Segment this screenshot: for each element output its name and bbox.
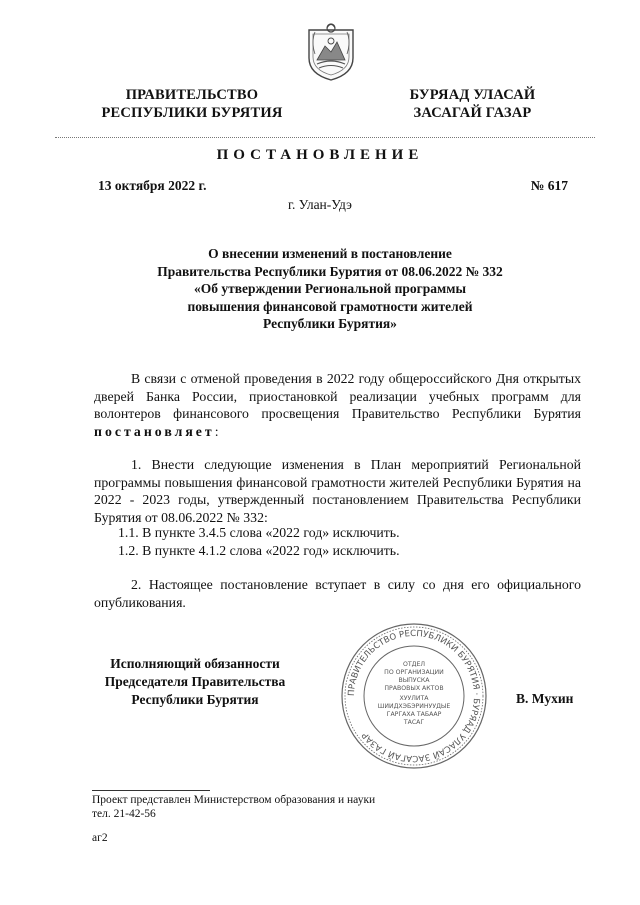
preamble-text: В связи с отменой проведения в 2022 году общероссийского Дня открытых дверей Банка России, приостановкой реализации учебных программ для волонтеров финансового просвещения Правительство Республики Бурятия (94, 371, 581, 421)
header-right-line1: БУРЯАД УЛАСАЙ (409, 87, 536, 103)
signatory-title-line: Республики Бурятия (131, 692, 259, 707)
official-seal-stamp (340, 622, 488, 770)
seal-inner-line: ПО ОРГАНИЗАЦИИ (384, 669, 444, 676)
seal-inner-line: ГАРГАХА ТАБААР (386, 711, 442, 718)
seal-inner-line: ШИИДХЭБЭРИНУУДЫЕ (377, 703, 451, 710)
government-name-russian (92, 86, 292, 122)
signatory-title-line: Исполняющий обязанности (110, 656, 280, 671)
footer-submitter: Проект представлен Министерством образования и науки (92, 794, 376, 806)
footer-phone: тел. 21-42-56 (92, 808, 156, 820)
preamble-paragraph (94, 370, 581, 440)
document-date: 13 октября 2022 г. (98, 178, 207, 193)
footer-code: аг2 (92, 832, 108, 844)
document-type-title: ПОСТАНОВЛЕНИЕ (216, 147, 424, 163)
seal-inner-line: ТАСАГ (403, 719, 425, 726)
seal-inner-line: ОТДЕЛ (402, 661, 426, 668)
coat-of-arms-emblem (305, 20, 357, 82)
header-left-line2: РЕСПУБЛИКИ БУРЯТИЯ (101, 105, 283, 121)
document-subject (120, 245, 540, 333)
seal-inner-line: ВЫПУСКА (398, 677, 430, 684)
signatory-title-line: Председателя Правительства (104, 674, 286, 689)
government-name-buryat (385, 86, 560, 122)
header-left-line1: ПРАВИТЕЛЬСТВО (125, 87, 259, 103)
subject-line: Республики Бурятия» (263, 316, 397, 331)
clause-2-paragraph (94, 576, 581, 611)
preamble-colon: : (214, 423, 219, 439)
signatory-title (80, 655, 310, 709)
footer-rule (92, 790, 210, 791)
subject-line: О внесении изменений в постановление (208, 246, 452, 261)
clause-2-text: 2. Настоящее постановление вступает в силу со дня его официального опубликования. (94, 577, 581, 610)
header-divider (55, 137, 595, 138)
clause-1-2: 1.2. В пункте 4.1.2 слова «2022 год» исключить. (118, 543, 400, 558)
document-city: г. Улан-Удэ (288, 197, 352, 212)
subject-line: повышения финансовой грамотности жителей (187, 298, 473, 314)
seal-inner-line: ХУУЛИТА (399, 695, 429, 702)
subject-line: Правительства Республики Бурятия от 08.06.2022 № 332 (157, 263, 503, 279)
header-right-line2: ЗАСАГАЙ ГАЗАР (413, 105, 532, 121)
clause-1-text: 1. Внести следующие изменения в План мероприятий Региональной программы повышения финансовой грамотности жителей Республики Бурятия на 2022 - 2023 годы, утвержденный постановлением Правительства Республики Бурятия от 08.06.2022 № 332: (94, 457, 581, 525)
resolves-keyword: постановляет (94, 423, 215, 439)
clause-1-1: 1.1. В пункте 3.4.5 слова «2022 год» исключить. (118, 525, 400, 540)
signatory-name: В. Мухин (516, 691, 574, 706)
clause-1-paragraph (94, 456, 581, 526)
document-number: № 617 (530, 178, 568, 193)
seal-inner-line: ПРАВОВЫХ АКТОВ (384, 685, 444, 692)
seal-outer-text: ПРАВИТЕЛЬСТВО РЕСПУБЛИКИ БУРЯТИЯ · БУРЯАД УЛАСАЙ ЗАСАГАЙ ГАЗАР (346, 628, 482, 764)
subject-line: «Об утверждении Региональной программы (194, 281, 466, 296)
